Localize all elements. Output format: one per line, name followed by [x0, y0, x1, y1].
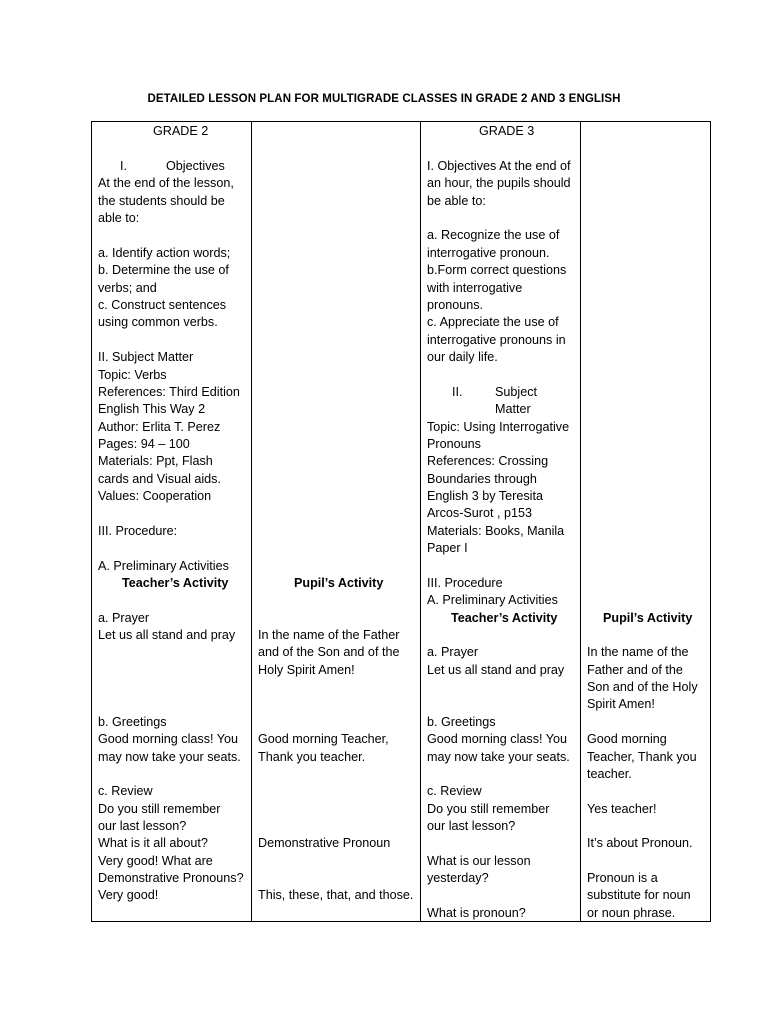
- text-line: b.Form correct questions: [427, 263, 567, 277]
- text-line: a. Identify action words;: [98, 246, 231, 260]
- text-line: cards and Visual aids.: [98, 472, 221, 486]
- text-line: Good morning class! You: [427, 732, 568, 746]
- text-line: or noun phrase.: [587, 906, 676, 920]
- text-line: What is it all about?: [98, 836, 208, 850]
- text-line: c. Review: [98, 784, 153, 798]
- text-line: Topic: Using Interrogative: [427, 420, 570, 434]
- text-line: It’s about Pronoun.: [587, 836, 693, 850]
- page-title: DETAILED LESSON PLAN FOR MULTIGRADE CLASSES IN GRADE 2 AND 3 ENGLISH: [147, 93, 621, 105]
- text-line: Let us all stand and pray: [427, 663, 565, 677]
- text-line: Topic: Verbs: [98, 368, 167, 382]
- text-line: c. Appreciate the use of: [427, 315, 559, 329]
- text-line: Author: Erlita T. Perez: [98, 420, 221, 434]
- text-line: may now take your seats.: [98, 750, 241, 764]
- text-line: our last lesson?: [427, 819, 516, 833]
- text-line: interrogative pronouns in: [427, 333, 566, 347]
- text-line: English 3 by Teresita: [427, 489, 543, 503]
- text-line: Good morning class! You: [98, 732, 239, 746]
- text-line: Spirit Amen!: [587, 697, 655, 711]
- text-line: b. Greetings: [427, 715, 496, 729]
- text-line: Demonstrative Pronoun: [258, 836, 391, 850]
- text-line: Matter: [495, 402, 531, 416]
- text-line: Pages: 94 – 100: [98, 437, 190, 451]
- text-line: What is pronoun?: [427, 906, 526, 920]
- text-line: This, these, that, and those.: [258, 888, 414, 902]
- text-line: Very good! What are: [98, 854, 213, 868]
- text-line: III. Procedure: [427, 576, 503, 590]
- text-line: verbs; and: [98, 281, 157, 295]
- text-line: c. Review: [427, 784, 482, 798]
- text-line: References: Crossing: [427, 454, 549, 468]
- text-line: Good morning: [587, 732, 667, 746]
- column-divider: [580, 122, 581, 921]
- text-line: Materials: Ppt, Flash: [98, 454, 213, 468]
- text-line: yesterday?: [427, 871, 489, 885]
- text-line: Pronouns: [427, 437, 481, 451]
- text-line: Demonstrative Pronouns?: [98, 871, 244, 885]
- text-line: I.: [120, 159, 127, 173]
- text-line: an hour, the pupils should: [427, 176, 571, 190]
- text-line: and of the Son and of the: [258, 645, 400, 659]
- text-line: II.: [452, 385, 463, 399]
- text-line: Objectives: [166, 159, 225, 173]
- text-line: Boundaries through: [427, 472, 537, 486]
- grade3-pupil-column: [587, 122, 711, 921]
- text-line: Arcos-Surot , p153: [427, 506, 532, 520]
- text-line: I. Objectives At the end of: [427, 159, 571, 173]
- grade2-pupil-column: [258, 122, 418, 921]
- column-divider: [251, 122, 252, 921]
- text-line: interrogative pronoun.: [427, 246, 550, 260]
- text-line: Teacher, Thank you: [587, 750, 697, 764]
- text-line: Yes teacher!: [587, 802, 657, 816]
- text-line: using common verbs.: [98, 315, 218, 329]
- text-line: teacher.: [587, 767, 632, 781]
- text-line: Holy Spirit Amen!: [258, 663, 355, 677]
- text-line: pronouns.: [427, 298, 484, 312]
- text-line: Father and of the: [587, 663, 683, 677]
- text-line: Values: Cooperation: [98, 489, 212, 503]
- text-line: A. Preliminary Activities: [427, 593, 558, 607]
- text-line: substitute for noun: [587, 888, 691, 902]
- text-line: In the name of the Father: [258, 628, 400, 642]
- column-divider: [420, 122, 421, 921]
- grade2-teacher-column: [98, 122, 250, 921]
- text-line: the students should be: [98, 194, 225, 208]
- text-line: our daily life.: [427, 350, 498, 364]
- text-line: At the end of the lesson,: [98, 176, 234, 190]
- text-line: able to:: [98, 211, 140, 225]
- text-line: may now take your seats.: [427, 750, 570, 764]
- text-line: be able to:: [427, 194, 486, 208]
- text-line: Pronoun is a: [587, 871, 658, 885]
- text-line: II. Subject Matter: [98, 350, 194, 364]
- text-line: III. Procedure:: [98, 524, 178, 538]
- text-line: Very good!: [98, 888, 159, 902]
- text-line: In the name of the: [587, 645, 689, 659]
- text-line: Materials: Books, Manila: [427, 524, 565, 538]
- text-line: Thank you teacher.: [258, 750, 366, 764]
- text-line: A. Preliminary Activities: [98, 559, 229, 573]
- text-line: c. Construct sentences: [98, 298, 227, 312]
- activity-heading: Teacher’s Activity: [122, 576, 229, 590]
- text-line: Son and of the Holy: [587, 680, 698, 694]
- text-line: References: Third Edition: [98, 385, 240, 399]
- text-line: Good morning Teacher,: [258, 732, 389, 746]
- text-line: with interrogative: [427, 281, 523, 295]
- text-line: a. Prayer: [98, 611, 150, 625]
- activity-heading: Teacher’s Activity: [451, 611, 558, 625]
- lesson-plan-table: [91, 121, 711, 922]
- text-line: Let us all stand and pray: [98, 628, 236, 642]
- text-line: English This Way 2: [98, 402, 206, 416]
- text-line: Do you still remember: [98, 802, 221, 816]
- text-line: b. Determine the use of: [98, 263, 229, 277]
- text-line: GRADE 2: [153, 124, 209, 138]
- text-line: GRADE 3: [479, 124, 535, 138]
- text-line: What is our lesson: [427, 854, 531, 868]
- text-line: Paper I: [427, 541, 468, 555]
- text-line: our last lesson?: [98, 819, 187, 833]
- text-line: a. Prayer: [427, 645, 479, 659]
- activity-heading: Pupil’s Activity: [294, 576, 384, 590]
- activity-heading: Pupil’s Activity: [603, 611, 693, 625]
- text-line: Do you still remember: [427, 802, 550, 816]
- text-line: b. Greetings: [98, 715, 167, 729]
- text-line: a. Recognize the use of: [427, 228, 560, 242]
- grade3-teacher-column: [427, 122, 579, 921]
- text-line: Subject: [495, 385, 538, 399]
